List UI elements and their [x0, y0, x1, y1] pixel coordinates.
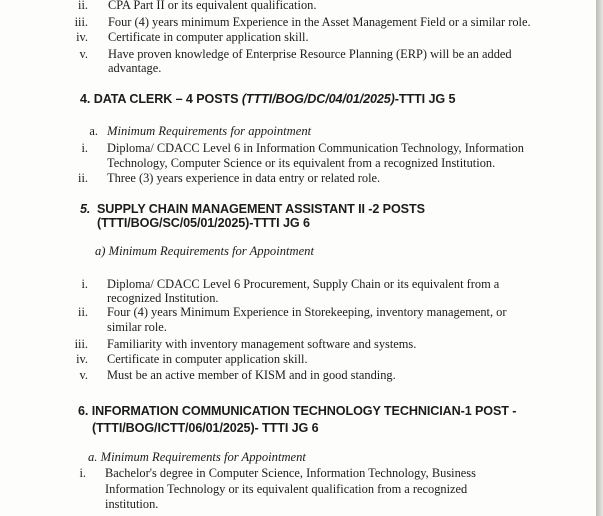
list-item-text: recognized Institution.	[107, 291, 219, 305]
sub-heading: Minimum Requirements for appointment	[107, 124, 312, 138]
section-heading-data-clerk	[80, 92, 455, 107]
heading-title: SUPPLY CHAIN MANAGEMENT ASSISTANT II -2 POSTS	[97, 202, 425, 216]
list-item-text: Three (3) years experience in data entry or related role.	[107, 171, 381, 185]
sub-heading: a. Minimum Requirements for Appointment	[88, 450, 306, 464]
list-item-text: Bachelor's degree in Computer Science, Information Technology, Business	[105, 466, 476, 480]
list-item-text: Diploma/ CDACC Level 6 Procurement, Supply Chain or its equivalent from a	[107, 277, 500, 291]
heading-grade: -TTTI JG 5	[394, 92, 456, 106]
heading-reference: (TTTI/BOG/DC/04/01/2025)	[241, 92, 395, 106]
list-marker: v.	[79, 47, 88, 61]
list-item-text: CPA Part II or its equivalent qualification.	[108, 0, 317, 12]
heading-title: 6. INFORMATION COMMUNICATION TECHNOLOGY TECHNICIAN-1 POST -	[78, 404, 517, 418]
list-marker: ii.	[78, 305, 88, 319]
list-marker: i.	[81, 141, 88, 155]
page-edge-shadow	[596, 0, 603, 516]
list-item-text: Familiarity with inventory management software and systems.	[107, 337, 417, 351]
list-item-text: Technology, Computer Science or its equivalent from a recognized Institution.	[107, 156, 496, 170]
heading-number: 5.	[80, 202, 91, 216]
list-item-text: Must be an active member of KISM and in good standing.	[107, 368, 396, 382]
list-item-text: Certificate in computer application skill.	[108, 30, 309, 44]
list-item-text: Certificate in computer application skill.	[107, 352, 308, 366]
list-marker: i.	[81, 277, 88, 291]
list-marker: iv.	[76, 30, 88, 44]
list-item-text: Four (4) years minimum Experience in the Asset Management Field or a similar role.	[108, 15, 531, 29]
list-marker: ii.	[78, 171, 88, 185]
list-item-text: Have proven knowledge of Enterprise Resource Planning (ERP) will be an added	[108, 47, 512, 61]
list-item-text: advantage.	[108, 61, 162, 75]
list-item-text: Information Technology or its equivalent qualification from a recognized	[105, 482, 468, 496]
list-marker: iv.	[76, 352, 88, 366]
list-marker: ii.	[78, 0, 88, 12]
list-item-text: similar role.	[107, 320, 167, 334]
heading-reference: (TTTI/BOG/SC/05/01/2025)-TTTI JG 6	[97, 216, 310, 230]
sub-marker: a.	[89, 124, 98, 138]
list-item-text: Diploma/ CDACC Level 6 in Information Communication Technology, Information	[107, 141, 524, 155]
heading-title: 4. DATA CLERK – 4 POSTS	[80, 92, 242, 106]
list-item-text: Four (4) years Minimum Experience in Storekeeping, inventory management, or	[107, 305, 507, 319]
list-marker: i.	[79, 466, 86, 480]
list-marker: v.	[79, 368, 88, 382]
sub-heading: a) Minimum Requirements for Appointment	[95, 244, 314, 258]
heading-reference: (TTTI/BOG/ICTT/06/01/2025)- TTTI JG 6	[92, 421, 319, 435]
list-marker: iii.	[74, 337, 88, 351]
list-item-text: institution.	[105, 497, 159, 511]
list-marker: iii.	[74, 15, 88, 29]
